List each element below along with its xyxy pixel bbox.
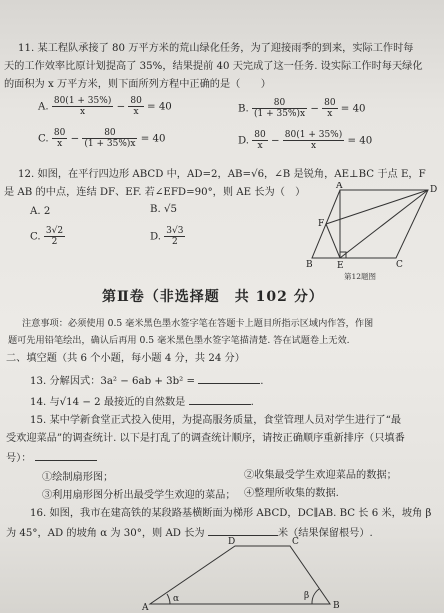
segment-ed [340, 190, 428, 258]
section-title: 第Ⅱ卷（非选择题 共 102 分） [102, 289, 324, 305]
notice-line1: 注意事项：必须使用 0.5 毫米黑色墨水签字笔在答题卡上题目所指示区域内作答，作图 [22, 318, 374, 329]
q12-option-d: D. $\frac{3√3}{2}$ [150, 226, 184, 247]
point-d: D [430, 185, 438, 195]
fill-in-heading: 二、填空题（共 6 个小题，每小题 4 分，共 24 分） [6, 353, 245, 364]
point-a: A [142, 603, 149, 613]
option-label: B. [238, 103, 249, 115]
q12-figure-caption: 第12题图 [344, 272, 377, 281]
fraction: $\frac{80(1 + 35\%)}{x}$ [284, 130, 343, 151]
q15-line3: 号）： [6, 450, 97, 465]
q14: 14. 与√14 − 2 最接近的自然数是 . [30, 394, 254, 409]
point-d: D [228, 537, 236, 547]
parallelogram-abcd [312, 190, 428, 258]
beta-arc [312, 589, 319, 604]
point-c: C [396, 260, 403, 270]
q15-step-3: ③利用扇形图分析出最受学生欢迎的菜品； [42, 490, 236, 501]
q11-line1: 11. 某工程队承接了 80 万平方米的荒山绿化任务，为了迎接雨季的到来，实际工作时每 [18, 43, 414, 54]
point-f: F [318, 219, 325, 229]
fraction: $\frac{3√3}{2}$ [166, 226, 184, 247]
answer-blank[interactable] [35, 450, 97, 461]
angle-beta: β [304, 591, 310, 601]
answer-blank[interactable] [198, 373, 260, 384]
point-b: B [333, 601, 340, 611]
fraction: $\frac{80}{x}$ [324, 98, 336, 119]
q13: 13. 分解因式：3a² − 6ab + 3b² = . [30, 373, 263, 388]
q11-option-c: C. $\frac{80}{x}$ − $\frac{80}{(1 + 35\%)x}$ = 40 [38, 128, 166, 149]
q16-line1: 16. 如图，我市在建高铁的某段路基横断面为梯形 ABCD，DC∥AB. BC 长 6 米，坡角 β [30, 508, 432, 519]
q15-step-1: ①绘制扇形图； [42, 472, 114, 483]
answer-blank[interactable] [189, 394, 251, 405]
segment-fd [326, 190, 428, 224]
q15-line1: 15. 某中学新食堂正式投入使用，为提高服务质量，食堂管理人员对学生进行了“最 [30, 415, 402, 426]
q12-option-b: B. √5 [150, 204, 177, 215]
fraction: $\frac{80}{x}$ [53, 128, 66, 149]
fraction: $\frac{80}{x}$ [130, 96, 142, 117]
fraction: $\frac{80(1 + 35\%)}{x}$ [53, 96, 112, 117]
q12-line2: 是 AB 的中点，连结 DF、EF. 若∠EFD=90°，则 AE 长为（ ） [4, 187, 306, 198]
q11-option-a: A. $\frac{80(1 + 35\%)}{x}$ − $\frac{80}{x}$ = 40 [38, 96, 172, 117]
fraction: $\frac{80}{(1 + 35\%)x}$ [253, 98, 306, 119]
answer-blank[interactable] [208, 525, 278, 536]
point-b: B [306, 260, 313, 270]
option-label: D. [238, 135, 250, 147]
alpha-arc [167, 594, 170, 604]
q16-line2: 为 45°，AD 的坡角 α 为 30°，则 AD 长为 米（结果保留根号）. [6, 525, 373, 540]
q15-line2: 受欢迎菜品”的调查统计. 以下是打乱了的调查统计顺序，请按正确顺序重新排序（只填番 [6, 433, 405, 444]
point-c: C [292, 537, 299, 547]
fraction: $\frac{80}{(1 + 35\%)x}$ [84, 128, 136, 149]
q12-line1: 12. 如图，在平行四边形 ABCD 中，AD=2，AB=√6，∠B 是锐角，AE⊥BC 于点 E，F [18, 169, 426, 180]
q12-option-a: A. 2 [30, 206, 51, 217]
q11-option-d: D. $\frac{80}{x}$ − $\frac{80(1 + 35\%)}{x}$ = 40 [238, 130, 373, 151]
option-label: A. [38, 101, 49, 113]
q16-figure [140, 536, 360, 613]
option-label: C. [38, 133, 49, 145]
fraction: $\frac{3√2}{2}$ [45, 226, 64, 247]
q12-figure [300, 182, 440, 282]
q11-option-b: B. $\frac{80}{(1 + 35\%)x}$ − $\frac{80}{x}$ = 40 [238, 98, 366, 119]
point-a: A [336, 182, 343, 191]
q15-step-2: ②收集最受学生欢迎菜品的数据； [244, 470, 397, 481]
notice-line2: 题可先用铅笔绘出，确认后再用 0.5 毫米黑色墨水签字笔描清楚. 答在试题卷上无效. [8, 335, 350, 346]
q12-option-c: C. $\frac{3√2}{2}$ [30, 226, 64, 247]
segment-fe [326, 224, 340, 258]
q11-line3: 的面积为 x 万平方米，则下面所列方程中正确的是（ ） [4, 79, 271, 90]
angle-alpha: α [173, 594, 180, 604]
q15-step-4: ④整理所收集的数据. [244, 488, 339, 499]
point-e: E [337, 261, 344, 271]
fraction: $\frac{80}{x}$ [254, 130, 266, 151]
q11-line2: 天的工作效率比原计划提高了 35%，结果提前 40 天完成了这一任务. 设实际工作时每天绿化 [4, 61, 423, 72]
